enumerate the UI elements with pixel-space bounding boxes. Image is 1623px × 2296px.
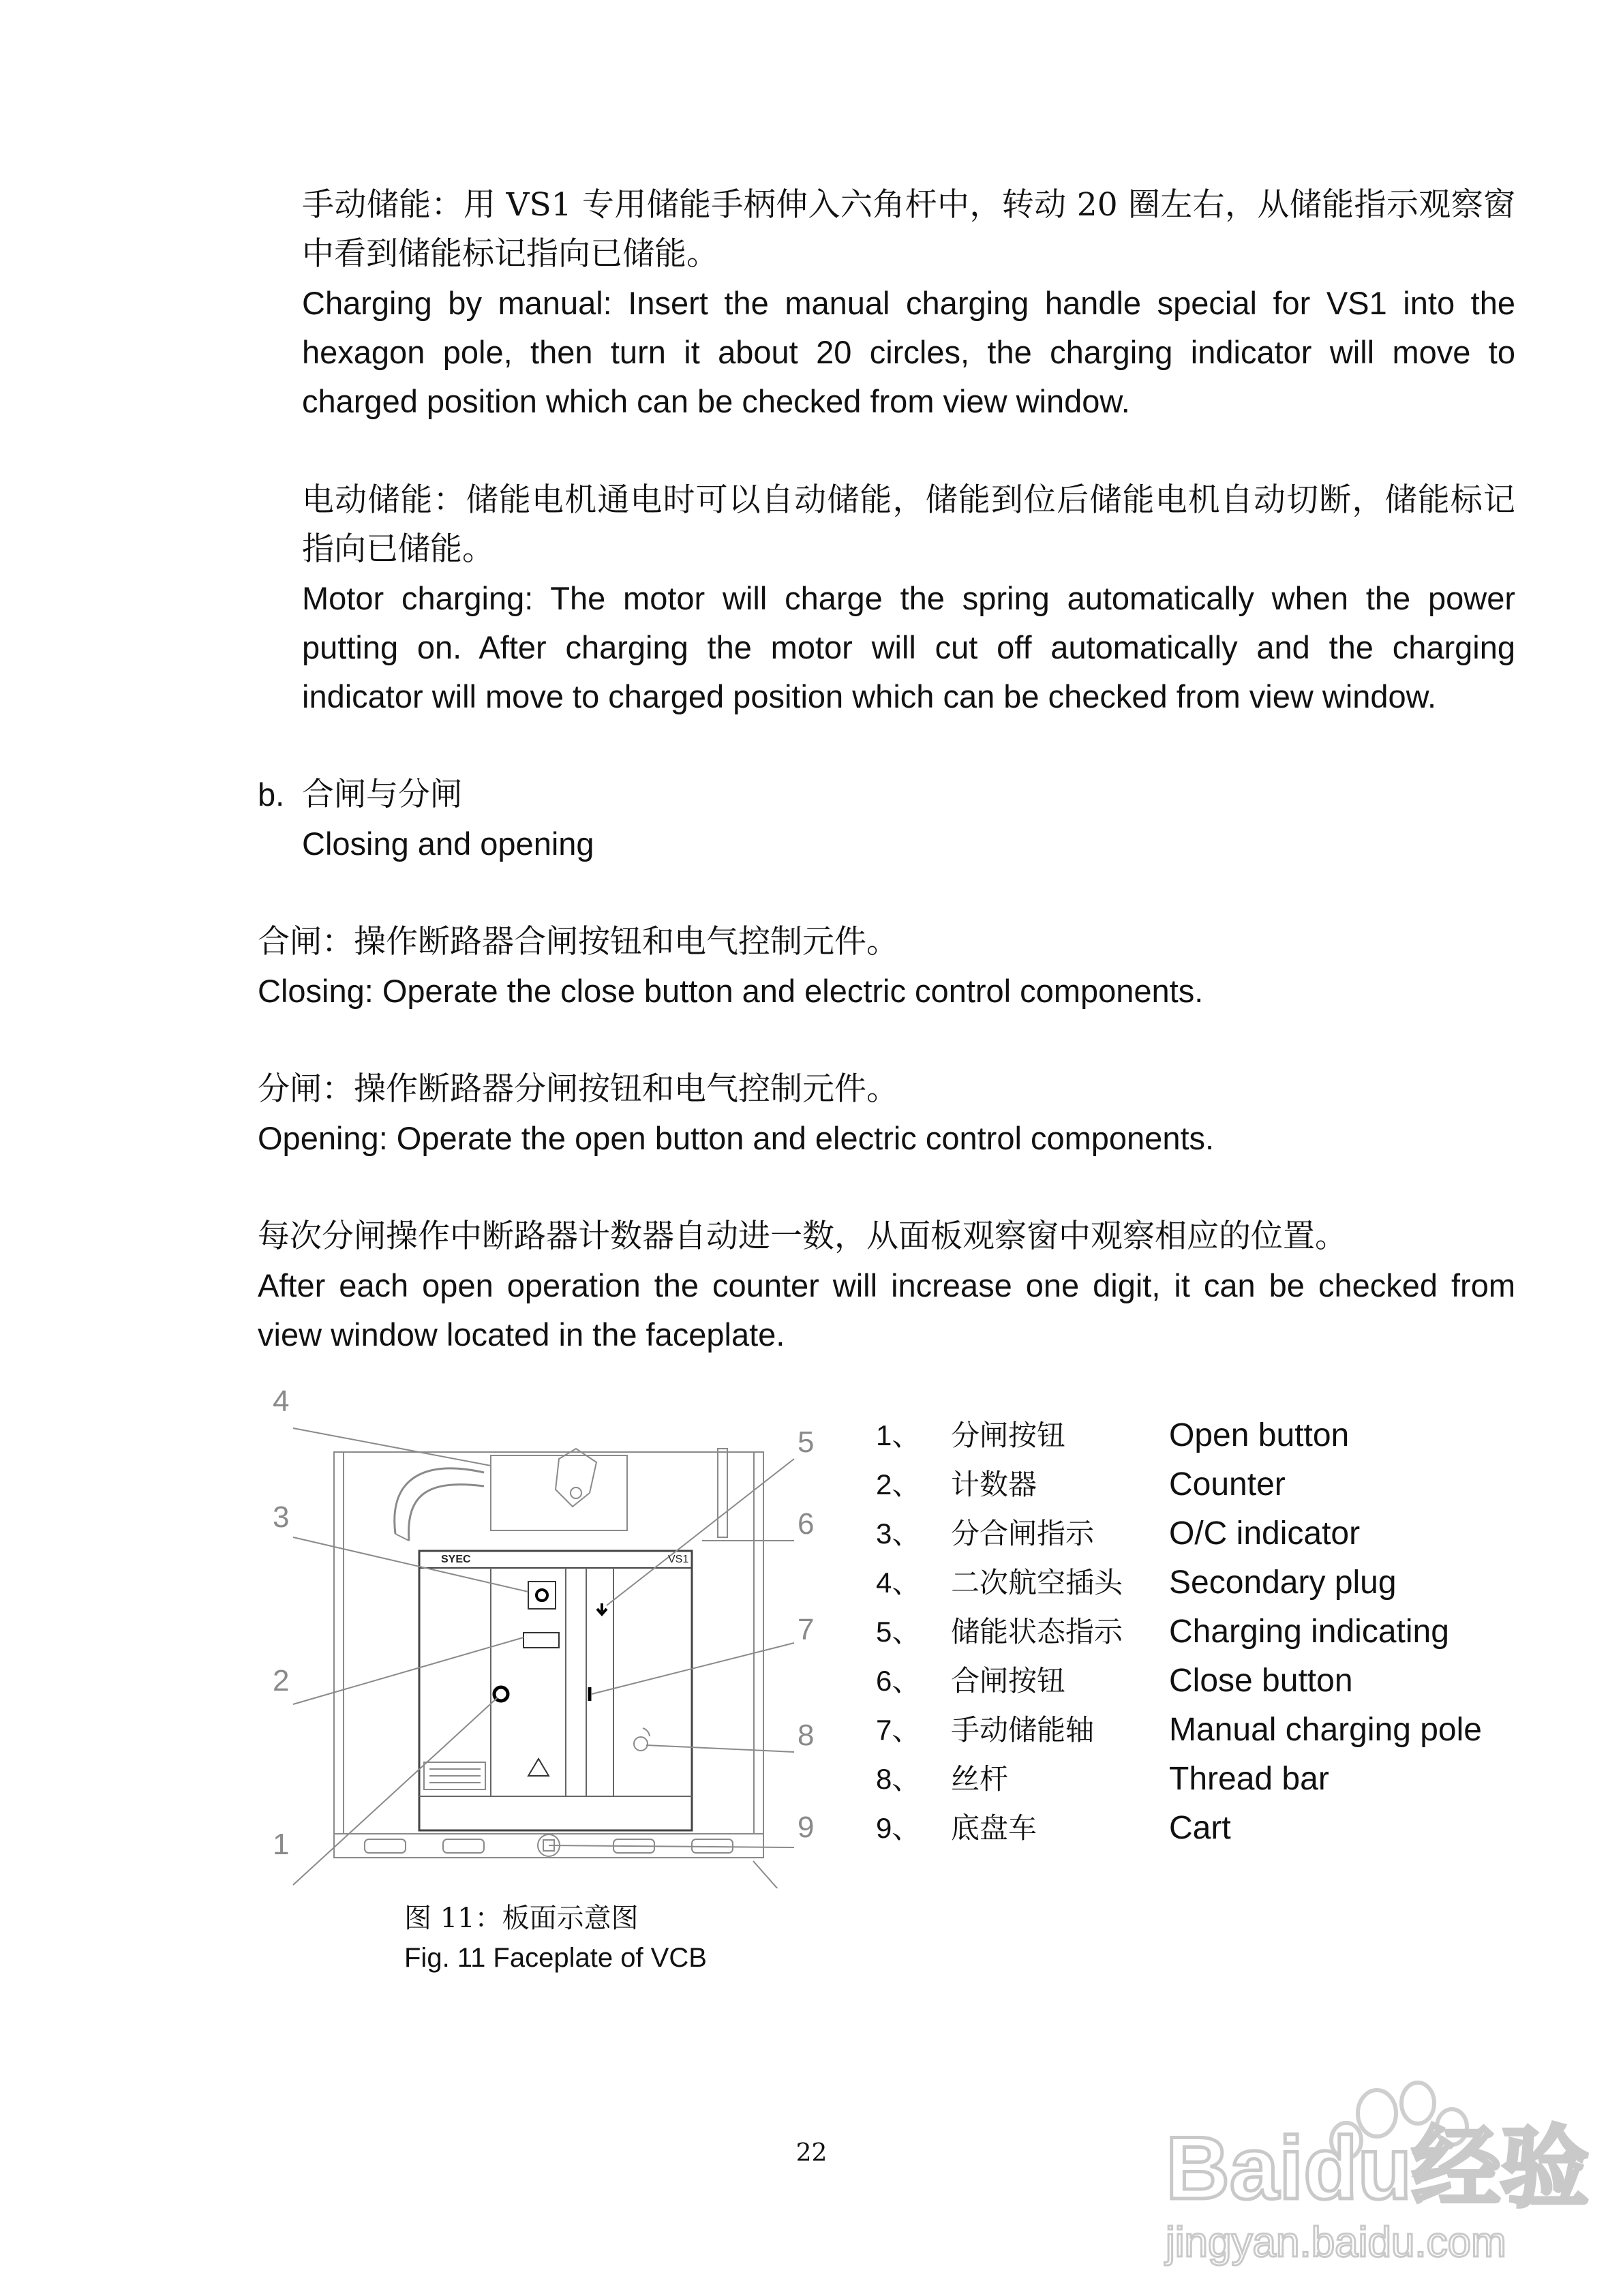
legend-label-zh: 底盘车	[951, 1811, 1037, 1845]
legend-label-zh: 储能状态指示	[951, 1615, 1123, 1648]
callout-6: 6	[798, 1507, 815, 1541]
legend-item	[876, 1804, 1558, 1853]
legend-label-zh: 分闸按钮	[951, 1419, 1066, 1452]
legend-number: 4、	[876, 1567, 921, 1599]
watermark-url: jingyan.baidu.com	[1166, 2219, 1506, 2266]
legend-label-en: Secondary plug	[1169, 1565, 1397, 1601]
manual-charging-en: Charging by manual: Insert the manual charging handle special for VS1 into the hexagon pole, then turn it about 20 circles, the charging indicator will move to charged position which can be checked from view window.	[302, 285, 1515, 419]
counter-zh: 每次分闸操作中断路器计数器自动进一数，从面板观察窗中观察相应的位置。	[258, 1218, 1347, 1255]
brand-label: SYEC	[441, 1554, 471, 1565]
legend-label-zh: 二次航空插头	[951, 1566, 1123, 1599]
legend-number: 6、	[876, 1665, 921, 1697]
callout-7: 7	[798, 1613, 815, 1646]
manual-charging-paragraph	[302, 181, 1515, 426]
callout-4: 4	[273, 1385, 290, 1418]
watermark-brand: Baidu经验	[1166, 2118, 1590, 2218]
section-b-title-en: Closing and opening	[302, 826, 594, 862]
legend-item	[876, 1706, 1558, 1755]
charging-indicator-icon	[597, 1603, 607, 1614]
legend-number: 8、	[876, 1763, 921, 1795]
model-label: VS1	[668, 1554, 689, 1565]
closing-zh: 合闸：操作断路器合闸按钮和电气控制元件。	[258, 923, 898, 961]
legend-label-en: Cart	[1169, 1810, 1231, 1846]
callout-2: 2	[273, 1664, 290, 1697]
legend-label-en: Thread bar	[1169, 1761, 1329, 1797]
figure-caption	[404, 1899, 707, 1978]
legend-number: 1、	[876, 1419, 921, 1451]
counter-window	[524, 1633, 559, 1648]
legend-item	[876, 1558, 1558, 1607]
manual-charging-pole-icon	[634, 1737, 648, 1751]
legend-number: 7、	[876, 1714, 921, 1746]
faceplate-diagram	[266, 1384, 845, 1888]
manual-charging-zh: 手动储能：用 VS1 专用储能手柄伸入六角杆中，转动 20 圈左右，从储能指示观察窗中看到储能标记指向已储能。	[302, 186, 1515, 273]
legend-item	[876, 1755, 1558, 1804]
legend-item	[876, 1607, 1558, 1657]
legend-label-zh: 分合闸指示	[951, 1517, 1095, 1550]
section-b-title-zh: 合闸与分闸	[302, 776, 462, 813]
legend-number: 9、	[876, 1812, 921, 1844]
legend-label-en: Counter	[1169, 1466, 1286, 1502]
opening-en: Opening: Operate the open button and electric control components.	[258, 1120, 1215, 1156]
callout-9: 9	[798, 1811, 815, 1844]
legend-item	[876, 1509, 1558, 1558]
legend-item	[876, 1411, 1558, 1460]
legend-item	[876, 1657, 1558, 1706]
closing-en: Closing: Operate the close button and electric control components.	[258, 973, 1204, 1009]
callout-8: 8	[798, 1719, 815, 1752]
counter-en: After each open operation the counter will increase one digit, it can be checked from view window located in the faceplate.	[258, 1267, 1515, 1353]
legend-label-zh: 合闸按钮	[951, 1664, 1066, 1697]
motor-charging-zh: 电动储能：储能电机通电时可以自动储能，储能到位后储能电机自动切断，储能标记指向已储能。	[302, 481, 1515, 568]
motor-charging-paragraph	[302, 476, 1515, 721]
opening-zh: 分闸：操作断路器分闸按钮和电气控制元件。	[258, 1070, 898, 1108]
page-number: 22	[795, 2139, 828, 2167]
section-b-label: b.	[258, 776, 285, 813]
legend-label-zh: 手动储能轴	[951, 1713, 1095, 1747]
legend-number: 2、	[876, 1468, 921, 1500]
legend-label-zh: 丝杆	[951, 1762, 1009, 1796]
counter-paragraph	[258, 1212, 1515, 1359]
legend-label-zh: 计数器	[951, 1468, 1037, 1501]
legend-number: 5、	[876, 1616, 921, 1648]
legend-number: 3、	[876, 1517, 921, 1550]
callout-3: 3	[273, 1500, 290, 1534]
callout-1: 1	[273, 1828, 290, 1861]
legend-label-en: Close button	[1169, 1663, 1353, 1699]
legend-label-en: Manual charging pole	[1169, 1712, 1482, 1748]
figure-legend	[876, 1411, 1558, 1853]
oc-indicator	[528, 1582, 556, 1609]
callout-5: 5	[798, 1425, 815, 1459]
legend-label-en: Charging indicating	[1169, 1614, 1449, 1650]
caption-en: Fig. 11 Faceplate of VCB	[404, 1943, 707, 1973]
legend-item	[876, 1460, 1558, 1509]
legend-label-en: O/C indicator	[1169, 1515, 1361, 1552]
baidu-jingyan-watermark	[1152, 2062, 1595, 2280]
motor-charging-en: Motor charging: The motor will charge the spring automatically when the power putting on. After charging the motor will cut off automatically and the charging indicator will move to charged position which can be checked from view window.	[302, 580, 1515, 714]
legend-label-en: Open button	[1169, 1417, 1350, 1453]
caption-zh: 图 11：板面示意图	[404, 1903, 639, 1934]
